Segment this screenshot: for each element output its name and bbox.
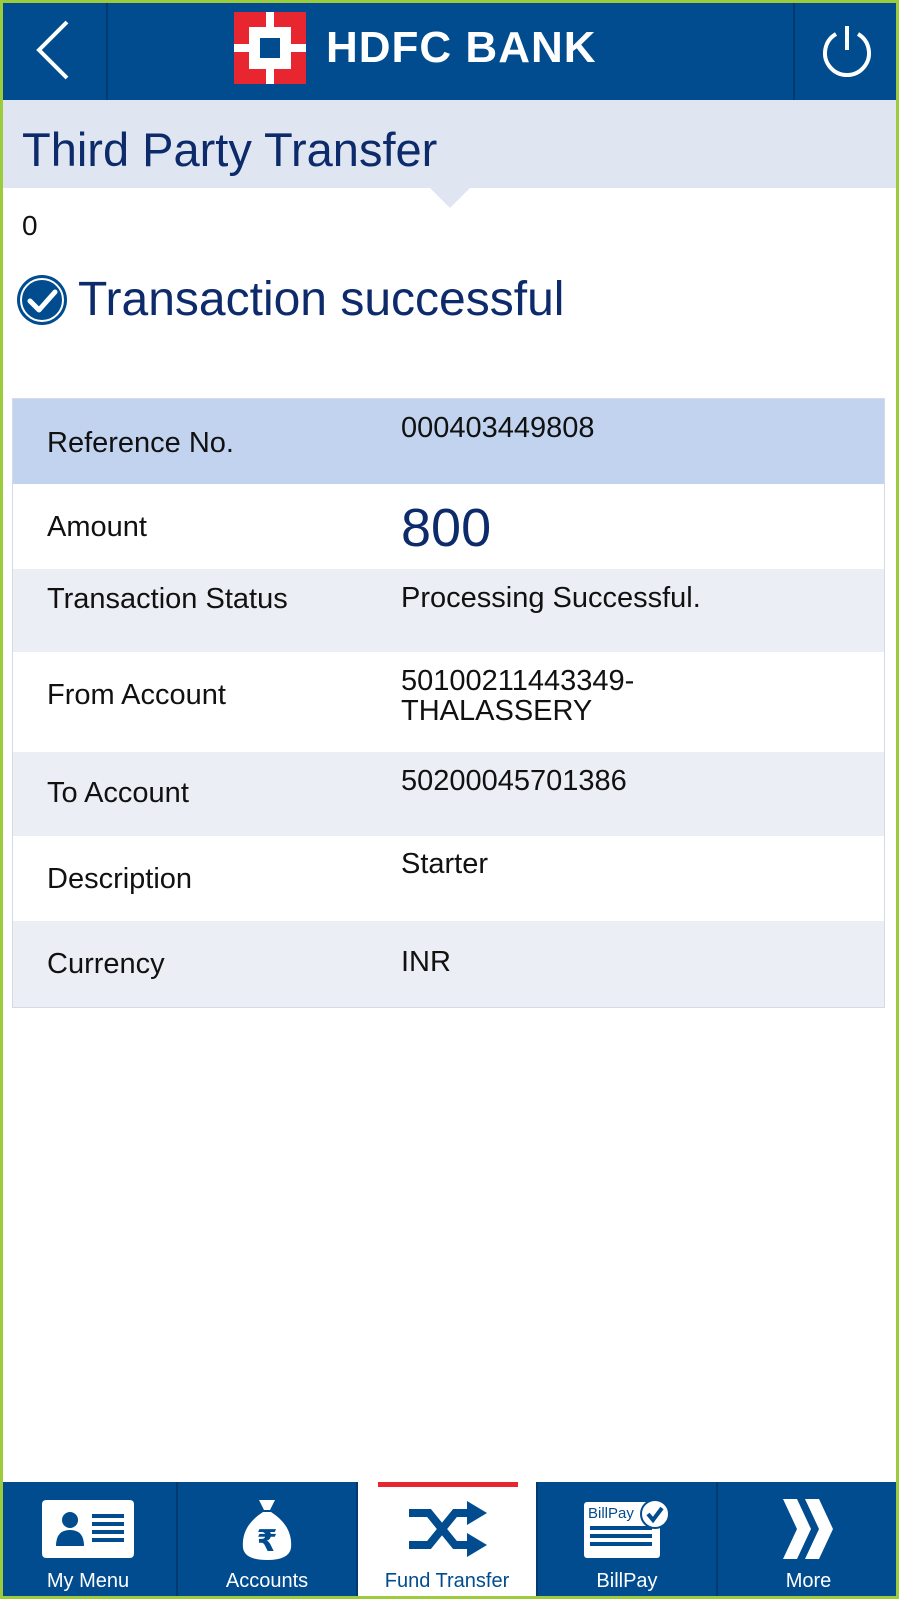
chevron-left-icon — [33, 18, 73, 82]
from-account-value — [401, 666, 634, 726]
detail-row-status — [13, 569, 884, 652]
detail-row-description — [13, 836, 884, 921]
tab-accounts[interactable] — [178, 1482, 358, 1599]
description-value: Starter — [401, 848, 489, 880]
detail-row-amount — [13, 484, 884, 569]
detail-label: Reference No. — [47, 427, 234, 459]
success-banner — [16, 272, 564, 327]
tab-label: Fund Transfer — [384, 1570, 510, 1592]
tab-my-menu[interactable] — [0, 1482, 178, 1599]
transaction-details — [12, 398, 885, 1008]
reference-number: 000403449808 — [401, 412, 595, 444]
title-caret — [430, 188, 470, 208]
detail-label: Amount — [47, 511, 147, 543]
contact-card-icon — [42, 1500, 134, 1558]
page-title: Third Party Transfer — [22, 123, 438, 176]
tab-label: My Menu — [46, 1570, 130, 1592]
billpay-icon — [582, 1498, 672, 1560]
logout-button[interactable] — [793, 0, 899, 100]
amount-value: 800 — [401, 498, 492, 558]
status-value: Processing Successful. — [401, 582, 701, 614]
power-icon — [817, 20, 877, 80]
double-chevron-icon — [781, 1497, 837, 1561]
detail-label: Transaction Status — [47, 583, 288, 615]
brand-name: HDFC BANK — [326, 23, 597, 72]
back-button[interactable] — [0, 0, 108, 100]
success-message: Transaction successful — [78, 273, 565, 326]
billpay-icon-text: BillPay — [588, 1505, 634, 1522]
brand-logo — [234, 12, 597, 84]
tab-fund-transfer[interactable] — [358, 1482, 538, 1599]
to-account-value: 50200045701386 — [401, 765, 627, 797]
tab-more[interactable] — [718, 1482, 899, 1599]
detail-label: To Account — [47, 777, 189, 809]
detail-label: Description — [47, 863, 193, 895]
from-account-branch: THALASSERY — [401, 695, 593, 727]
currency-value: INR — [401, 946, 451, 978]
svg-text:₹: ₹ — [256, 1524, 278, 1559]
shuffle-icon — [405, 1501, 489, 1557]
top-bar — [0, 0, 899, 100]
detail-label: Currency — [47, 948, 165, 980]
tab-label: More — [785, 1570, 832, 1592]
detail-label: From Account — [47, 679, 226, 711]
rupee-bag-icon — [237, 1496, 297, 1562]
tab-billpay[interactable] — [538, 1482, 718, 1599]
status-code: 0 — [22, 210, 38, 241]
check-circle-icon — [16, 274, 68, 326]
title-bar — [0, 100, 899, 188]
tab-label: Accounts — [225, 1570, 309, 1592]
detail-row-to-account — [13, 752, 884, 836]
tab-label: BillPay — [596, 1570, 658, 1592]
detail-row-reference — [13, 399, 884, 484]
detail-row-currency — [13, 921, 884, 1007]
from-account-number: 50100211443349- — [401, 665, 635, 697]
bottom-nav — [0, 1482, 899, 1599]
detail-row-from-account — [13, 652, 884, 752]
hdfc-logo-icon — [234, 12, 306, 84]
